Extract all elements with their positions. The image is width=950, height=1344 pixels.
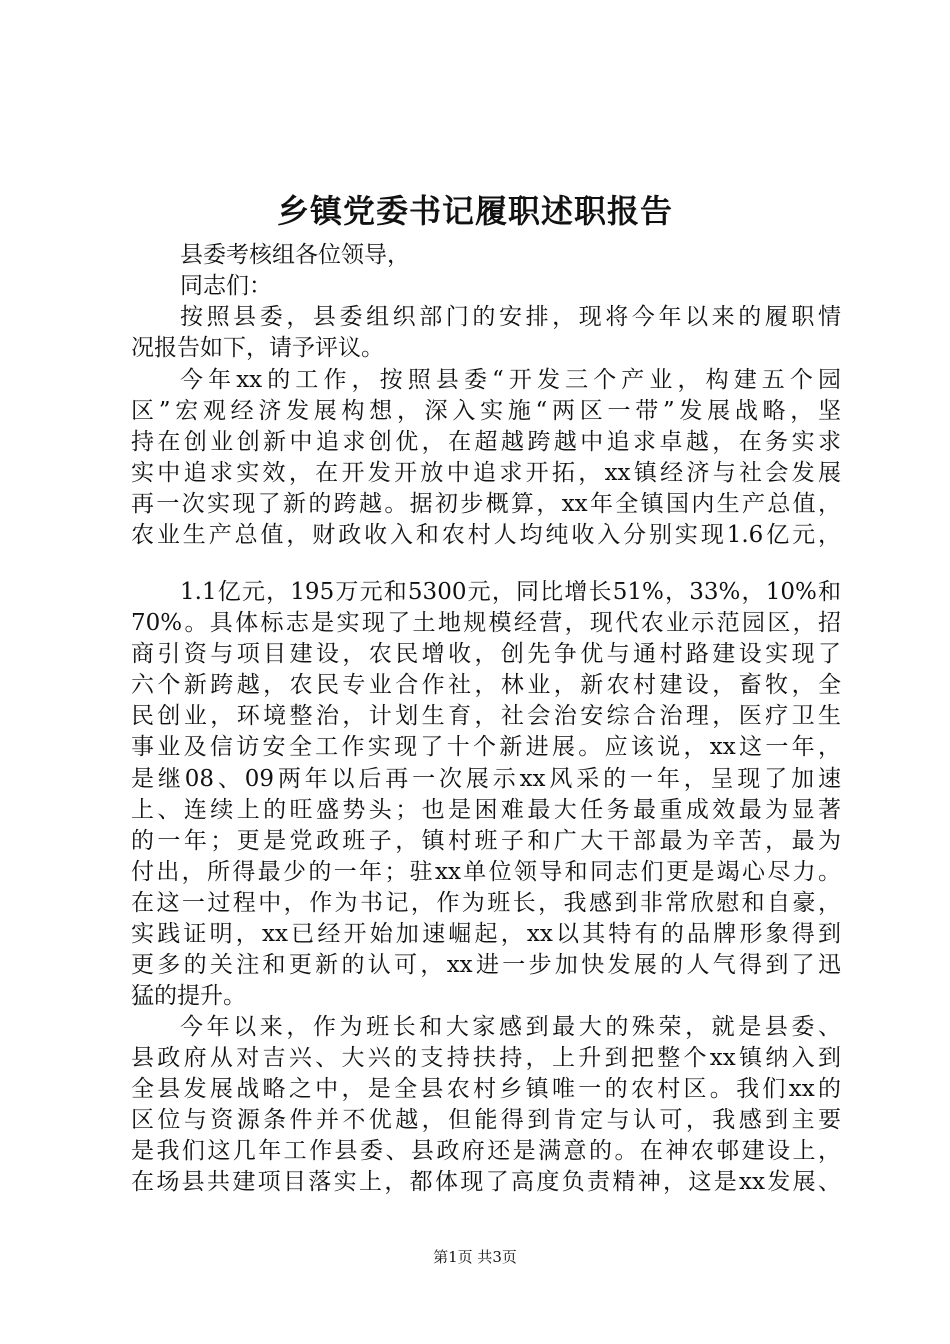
paragraph-line: 民创业，环境整治，计划生育，社会治安综合治理，医疗卫生 <box>131 703 841 729</box>
paragraph-line: 今年xx的工作，按照县委“开发三个产业，构建五个园 <box>180 367 841 393</box>
paragraph-line: 付出，所得最少的一年；驻xx单位领导和同志们更是竭心尽力。 <box>131 859 841 885</box>
paragraph-line: 上、连续上的旺盛势头；也是困难最大任务最重成效最为显著 <box>131 797 841 823</box>
paragraph-line: 是我们这几年工作县委、县政府还是满意的。在神农邨建设上， <box>131 1138 841 1164</box>
paragraph-line: 1.1亿元，195万元和5300元，同比增长51%，33%，10%和 <box>180 579 841 605</box>
paragraph-line: 实中追求实效，在开发开放中追求开拓，xx镇经济与社会发展 <box>131 460 841 486</box>
paragraph-line: 区”宏观经济发展构想，深入实施“两区一带”发展战略，坚 <box>131 398 841 424</box>
paragraph-line: 实践证明，xx已经开始加速崛起，xx以其特有的品牌形象得到 <box>131 921 841 947</box>
paragraph-line: 按照县委，县委组织部门的安排，现将今年以来的履职情 <box>180 304 841 330</box>
paragraph-line: 再一次实现了新的跨越。据初步概算，xx年全镇国内生产总值， <box>131 491 841 517</box>
paragraph-line: 区位与资源条件并不优越，但能得到肯定与认可，我感到主要 <box>131 1107 841 1133</box>
paragraph-line: 更多的关注和更新的认可，xx进一步加快发展的人气得到了迅 <box>131 952 841 978</box>
paragraph-line: 持在创业创新中追求创优，在超越跨越中追求卓越，在务实求 <box>131 429 841 455</box>
paragraph-line: 商引资与项目建设，农民增收，创先争优与通村路建设实现了 <box>131 641 841 667</box>
page-number: 第1页 共3页 <box>433 1248 517 1266</box>
salutation-line: 县委考核组各位领导， <box>180 242 410 268</box>
paragraph-line: 况报告如下，请予评议。 <box>131 335 384 361</box>
salutation-line: 同志们： <box>180 273 272 299</box>
paragraph-line: 农业生产总值，财政收入和农村人均纯收入分别实现1.6亿元， <box>131 522 841 548</box>
paragraph-line: 全县发展战略之中，是全县农村乡镇唯一的农村区。我们xx的 <box>131 1076 841 1102</box>
paragraph-line: 是继08、09两年以后再一次展示xx风采的一年，呈现了加速 <box>131 766 841 792</box>
paragraph-line: 猛的提升。 <box>131 983 246 1009</box>
paragraph-line: 县政府从对吉兴、大兴的支持扶持，上升到把整个xx镇纳入到 <box>131 1045 841 1071</box>
paragraph-line: 六个新跨越，农民专业合作社，林业，新农村建设，畜牧，全 <box>131 672 841 698</box>
paragraph-line: 事业及信访安全工作实现了十个新进展。应该说，xx这一年， <box>131 734 841 760</box>
paragraph-line: 的一年；更是党政班子，镇村班子和广大干部最为辛苦，最为 <box>131 828 841 854</box>
paragraph-line: 在这一过程中，作为书记，作为班长，我感到非常欣慰和自豪， <box>131 890 841 916</box>
paragraph-line: 70%。具体标志是实现了土地规模经营，现代农业示范园区，招 <box>131 610 841 636</box>
document-title: 乡镇党委书记履职述职报告 <box>276 192 673 230</box>
paragraph-line: 在场县共建项目落实上，都体现了高度负责精神，这是xx发展、 <box>131 1169 841 1195</box>
paragraph-line: 今年以来，作为班长和大家感到最大的殊荣，就是县委、 <box>180 1014 841 1040</box>
